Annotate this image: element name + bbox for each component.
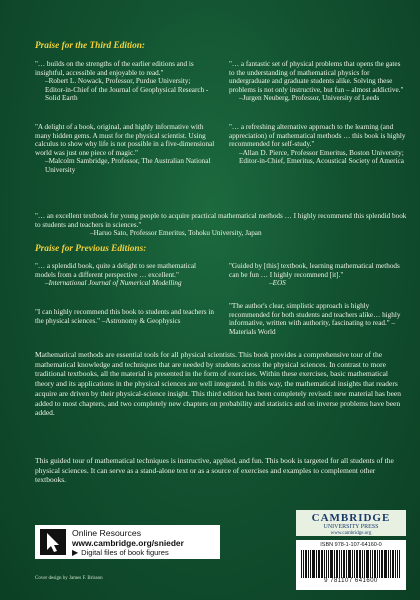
online-resources-item: Digital files of book figures [81,547,169,557]
description-paragraph-2: This guided tour of mathematical techniques is instructive, applied, and fun. This book is targeted for all students of the physical sciences. It can serve as a stand-alone text or as a source of exercises and examples to complement other textbooks. [35,456,394,485]
barcode-bar [352,550,353,578]
barcode-bar [312,550,315,578]
barcode-bar [305,550,307,578]
barcode-bar [374,550,376,578]
barcode-bar [397,550,398,578]
barcode-bar [359,550,361,578]
barcode-bar [390,550,391,578]
online-resources-box[interactable] [35,525,220,559]
quote-text: "… builds on the strengths of the earlier editions and is insightful, accessible and enjoyable to read." [35,60,194,77]
barcode-bar [381,550,383,578]
barcode-bar [399,550,400,578]
online-resources-url[interactable]: www.cambridge.org/snieder [72,537,184,548]
online-resources-title: Online Resources [72,527,142,538]
barcode-bar [336,550,338,578]
quote-author: –Robert L. Nowack, Professor, Purdue University; Editor-in-Chief of the Journal of Geophysical Research - Solid Earth [45,77,209,103]
barcode-bar [318,550,320,578]
quote-materials [229,302,407,336]
quote-author: –Allan D. Pierce, Professor Emeritus, Boston University; Editor-in-Chief, Emeritus, Acoustical Society of America [239,148,404,166]
publisher-logo [296,510,406,536]
quote-sambridge [35,123,220,175]
barcode-bar [388,550,389,578]
barcode-box [296,540,406,590]
quote-author: –Haruo Sato, Professor Emeritus, Tohoku University, Japan [90,229,262,238]
quote-author: –International Journal of Numerical Modelling [45,279,182,288]
barcode-bar [303,550,304,578]
barcode-bar [379,550,380,578]
publisher-url: www.cambridge.org [330,531,372,536]
quote-eos [229,262,407,288]
quote-sato [35,212,407,238]
heading-third-edition: Praise for the Third Edition: [35,41,146,51]
quote-author: –Jurgen Neuberg, Professor, University of Leeds [239,94,380,103]
barcode-number: 9 781107 641600 [324,578,378,584]
barcode-image [296,550,406,578]
quote-author: –Malcolm Sambridge, Professor, The Australian National University [45,157,211,174]
barcode-bar [321,550,323,578]
quote-text: "… a fantastic set of physical problems that opens the gates to the understanding of mathematical physics for undergraduate and graduate students alike. Solving these problems is not only instructive, but fun – almost addictive." [229,60,404,94]
quote-nowack [35,60,210,103]
barcode-bar [395,550,396,578]
description-paragraph: Mathematical methods are essential tools for all physical scientists. This book provides a comprehensive tour of the mathematical knowledge and techniques that are needed by students across the physical sciences. In contrast to more traditional textbooks, all the material is presented in the form of exercises. Within these exercises, basic mathematical theory and its applications in the physical sciences are well integrated. In this way, the mathematical insights that readers acquire are driven by their physical-science insight. This third edition has been completely revised: new material has been added to most chapters, and two completely new chapters on probability and statistics and on inverse problems have been added. [35,350,401,418]
barcode-bar [348,550,351,578]
barcode-bar [328,550,329,578]
quote-text: "The author's clear, simplistic approach is highly recommended for both students and teachers alike… highly informative, written with authority, fascinating to read." –Materials World [229,302,401,336]
barcode-bar [341,550,342,578]
quote-pierce [229,123,407,166]
quote-text: "Guided by [this] textbook, learning mathematical methods can be fun … I highly recommend [it]." [229,262,400,279]
barcode-bar [372,550,373,578]
isbn-text: ISBN 978-1-107-64160-0 [320,542,382,548]
barcode-bar [334,550,335,578]
quote-astronomy [35,308,220,325]
barcode-bar [356,550,358,578]
quote-text: "… an excellent textbook for young people to acquire practical mathematical methods … I highly recommend this splendid book to students and teachers in sciences." [35,212,407,229]
quote-neuberg [229,60,407,103]
quote-text: "I can highly recommend this book to students and teachers in the physical sciences." –Astronomy & Geophysics [35,308,214,325]
publisher-name: CAMBRIDGE [311,512,391,524]
cursor-arrow-icon [40,529,66,555]
quote-author: –EOS [269,279,286,288]
quote-text: "… a splendid book, quite a delight to see mathematical models from a different perspective … excellent." [35,262,197,279]
publisher-sub: UNIVERSITY PRESS [323,524,379,530]
barcode-bar [310,550,311,578]
barcode-bar [366,550,369,578]
barcode-bar [343,550,345,578]
quote-text: "A delight of a book, original, and highly informative with many hidden gems. A must for the physical scientist. Using calculus to show why life is not possible in a five-dimensional world was just one piece of magic." [35,123,215,157]
barcode-bar [364,550,365,578]
triangle-bullet-icon: ▶ [72,547,79,557]
cover-design-credit: Cover design by James F. Brisson [35,576,103,581]
barcode-bar [326,550,327,578]
quote-ijnm [35,262,215,288]
quote-text: "… a refreshing alternative approach to the learning (and appreciation) of mathematical methods … this book is highly recommended for self-study." [229,123,406,149]
heading-previous-editions: Praise for Previous Editions: [35,244,147,254]
